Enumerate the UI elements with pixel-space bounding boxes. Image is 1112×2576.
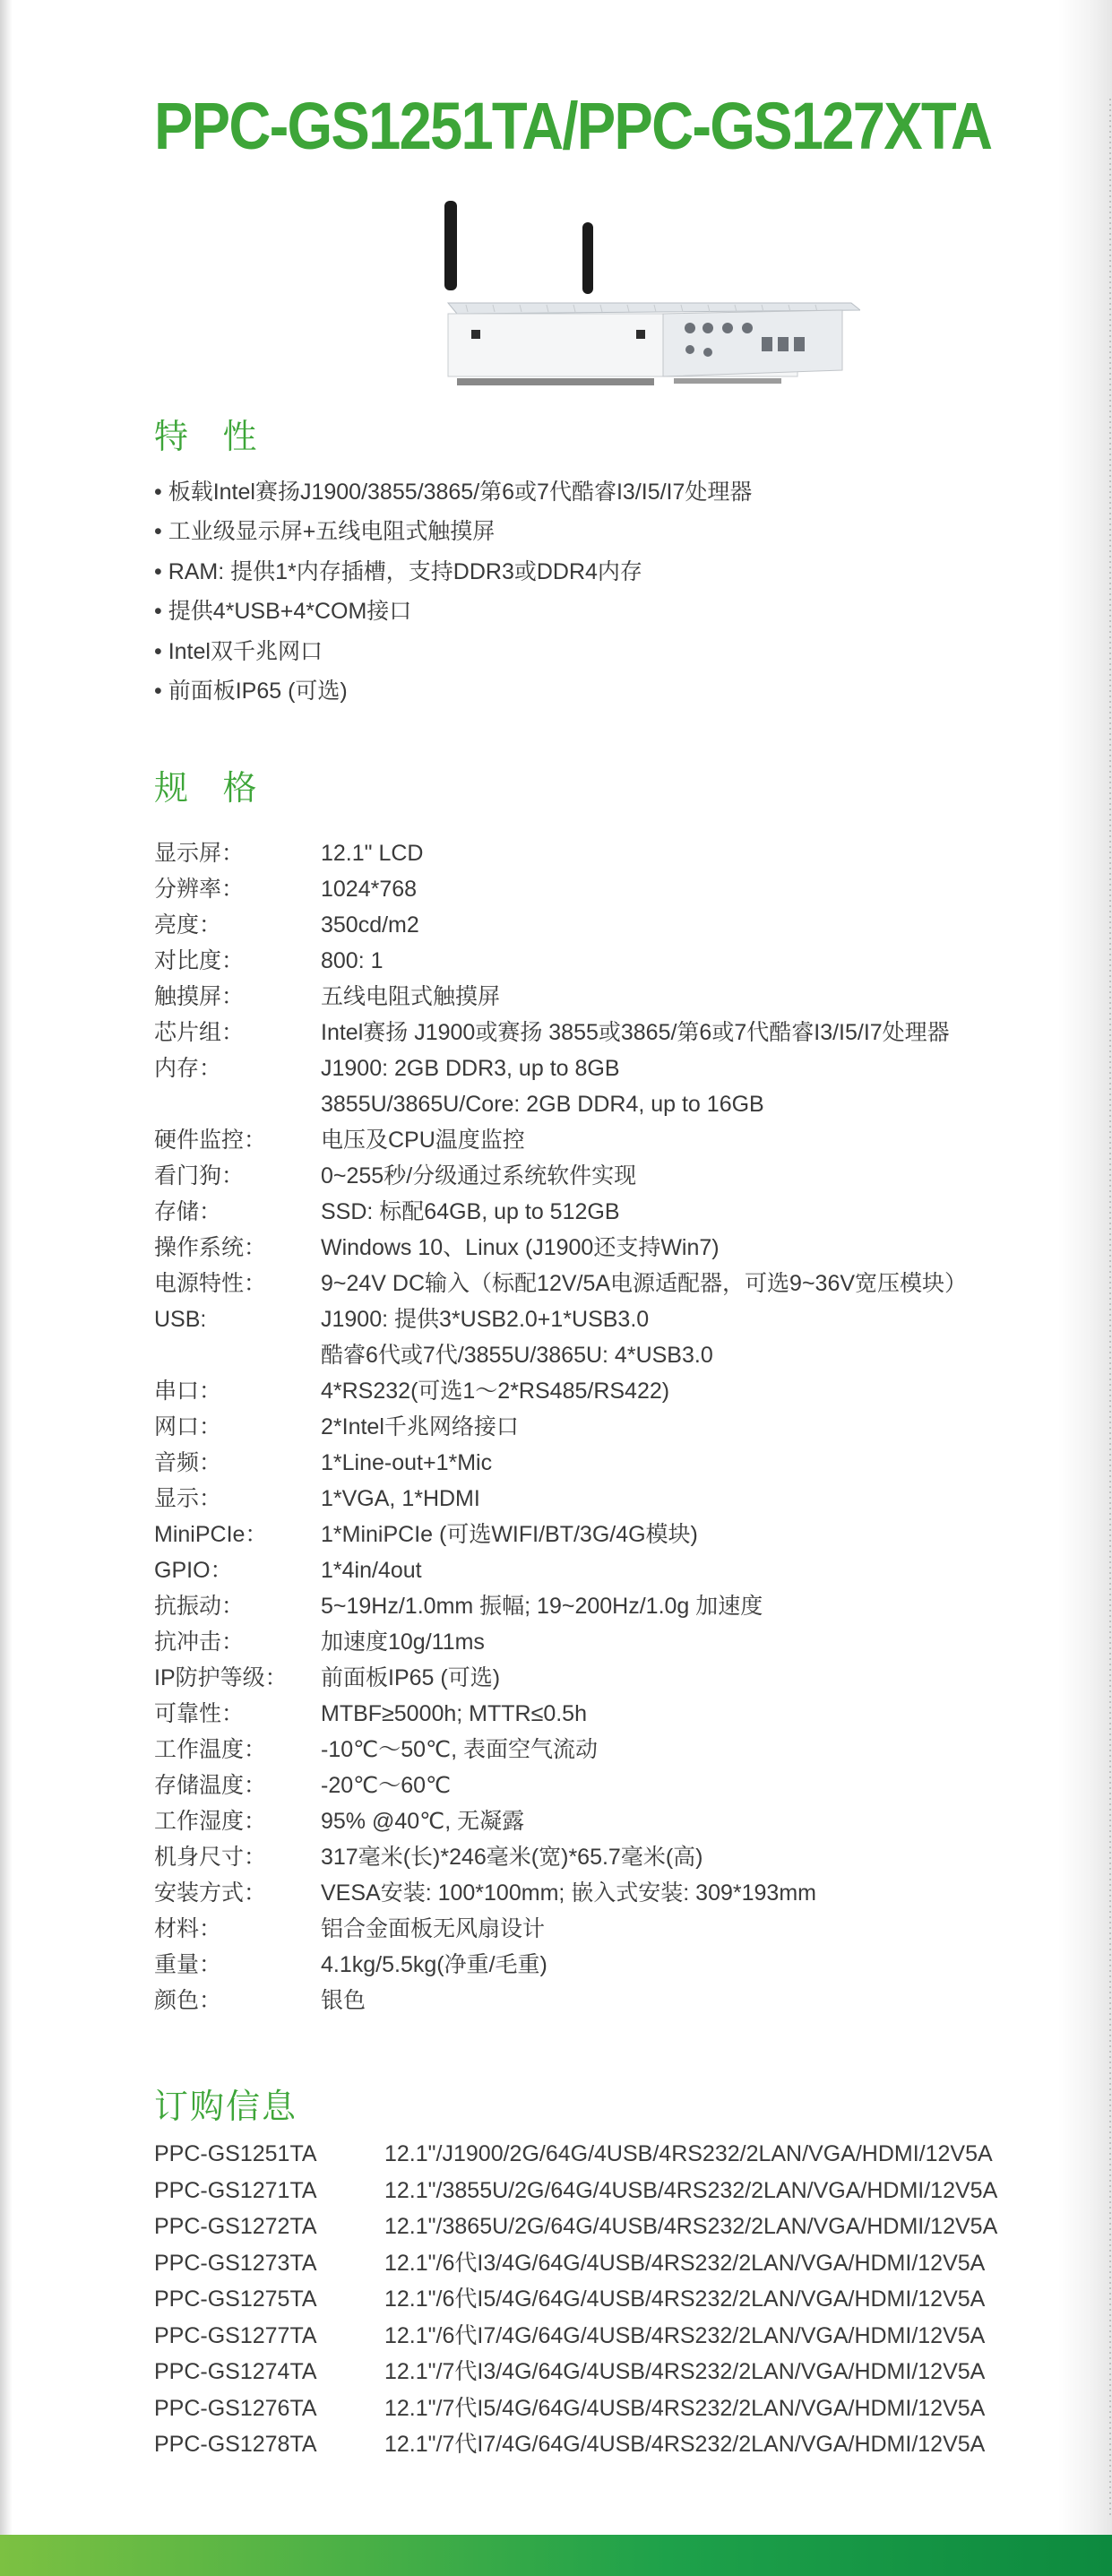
spec-values	[321, 1517, 1050, 1552]
ordering-heading: 订购信息	[154, 2088, 298, 2126]
spec-row	[154, 1839, 1050, 1875]
spec-value: 1*MiniPCIe (可选WIFI/BT/3G/4G模块)	[321, 1522, 698, 1547]
spec-row	[154, 835, 1050, 871]
spec-row	[154, 1517, 1050, 1552]
spec-row	[154, 943, 1050, 979]
order-model: PPC-GS1251TA	[154, 2141, 317, 2166]
spec-label: 安装方式：	[154, 1880, 267, 1906]
spec-label: 重量：	[154, 1952, 222, 1977]
features-heading: 特 性	[154, 419, 270, 456]
spec-row	[154, 871, 1050, 907]
spec-label: 工作温度：	[154, 1737, 267, 1762]
spec-label: 可靠性：	[154, 1701, 245, 1726]
spec-row	[154, 1015, 1050, 1050]
spec-label: USB:	[154, 1307, 207, 1332]
spec-label: MiniPCIe：	[154, 1522, 268, 1547]
spec-values	[321, 1911, 1050, 1947]
spec-value: VESA安装: 100*100mm; 嵌入式安装: 309*193mm	[321, 1880, 816, 1906]
antenna-left	[444, 201, 457, 290]
order-row	[154, 2281, 1104, 2318]
spec-value: 9~24V DC输入（标配12V/5A电源适配器，可选9~36V宽压模块）	[321, 1271, 968, 1296]
spec-row	[154, 1158, 1050, 1194]
chassis-label-right	[636, 330, 645, 339]
spec-values	[321, 1696, 1050, 1732]
order-description: 12.1"/7代I7/4G/64G/4USB/4RS232/2LAN/VGA/HDMI/12V5A	[384, 2432, 986, 2457]
spec-label: 硬件监控：	[154, 1128, 267, 1153]
spec-values	[321, 979, 1050, 1015]
spec-row	[154, 907, 1050, 943]
spec-values	[321, 1266, 1050, 1301]
order-description: 12.1"/3855U/2G/64G/4USB/4RS232/2LAN/VGA/HDMI/12V5A	[384, 2177, 998, 2203]
spec-values	[321, 907, 1050, 943]
order-model: PPC-GS1274TA	[154, 2359, 317, 2384]
order-model: PPC-GS1273TA	[154, 2250, 317, 2276]
spec-row	[154, 1911, 1050, 1947]
order-row	[154, 2354, 1104, 2390]
spec-label: 材料：	[154, 1916, 222, 1941]
spec-values	[321, 1552, 1050, 1588]
spec-label: 显示：	[154, 1486, 222, 1511]
spec-value: 电压及CPU温度监控	[321, 1128, 525, 1153]
order-model: PPC-GS1272TA	[154, 2214, 317, 2239]
order-description: 12.1"/6代I5/4G/64G/4USB/4RS232/2LAN/VGA/HDMI/12V5A	[384, 2286, 986, 2312]
spec-value: 酷睿6代或7代/3855U/3865U: 4*USB3.0	[321, 1343, 713, 1368]
spec-values	[321, 1015, 1050, 1050]
spec-row	[154, 1624, 1050, 1660]
order-description: 12.1"/7代I5/4G/64G/4USB/4RS232/2LAN/VGA/HDMI/12V5A	[384, 2395, 986, 2421]
spec-row	[154, 1373, 1050, 1409]
spec-label: GPIO：	[154, 1558, 233, 1583]
spec-values	[321, 1875, 1050, 1911]
order-row	[154, 2390, 1104, 2427]
spec-value: Windows 10、Linux (J1900还支持Win7)	[321, 1235, 720, 1260]
spec-values	[321, 1122, 1050, 1158]
spec-values	[321, 835, 1050, 871]
order-model: PPC-GS1278TA	[154, 2432, 317, 2457]
spec-value: 317毫米(长)*246毫米(宽)*65.7毫米(高)	[321, 1845, 703, 1870]
spec-value: 4*RS232(可选1～2*RS485/RS422)	[321, 1379, 670, 1404]
spec-label: 抗冲击：	[154, 1629, 245, 1655]
order-description: 12.1"/6代I7/4G/64G/4USB/4RS232/2LAN/VGA/HDMI/12V5A	[384, 2322, 986, 2348]
chassis-vents	[457, 378, 654, 385]
spec-label: 存储：	[154, 1199, 222, 1224]
spec-values	[321, 1768, 1050, 1803]
feature-item: • 板载Intel赛扬J1900/3855/3865/第6或7代酷睿I3/I5/I7处理器	[154, 472, 1014, 512]
spec-row	[154, 1122, 1050, 1158]
spec-row	[154, 1696, 1050, 1732]
spec-value: 1024*768	[321, 877, 418, 902]
spec-value: 350cd/m2	[321, 912, 419, 938]
order-row	[154, 2318, 1104, 2355]
spec-values	[321, 1660, 1050, 1696]
spec-values	[321, 1050, 1050, 1122]
spec-label: 音频：	[154, 1450, 222, 1475]
spec-values	[321, 1194, 1050, 1230]
spec-values	[321, 1158, 1050, 1194]
spec-value: 2*Intel千兆网络接口	[321, 1414, 519, 1439]
page-right-dotted-rule	[1109, 99, 1111, 2519]
spec-values	[321, 1481, 1050, 1517]
order-description: 12.1"/J1900/2G/64G/4USB/4RS232/2LAN/VGA/HDMI/12V5A	[384, 2141, 993, 2166]
spec-value: MTBF≥5000h; MTTR≤0.5h	[321, 1701, 587, 1726]
spec-values	[321, 1373, 1050, 1409]
spec-label: 芯片组：	[154, 1020, 245, 1045]
spec-label: 看门狗：	[154, 1163, 245, 1189]
spec-value: J1900: 提供3*USB2.0+1*USB3.0	[321, 1307, 650, 1332]
spec-value: 前面板IP65 (可选)	[321, 1665, 501, 1690]
order-model: PPC-GS1271TA	[154, 2177, 317, 2203]
feature-item: • 提供4*USB+4*COM接口	[154, 592, 1014, 631]
order-row	[154, 2136, 1104, 2173]
spec-values	[321, 1588, 1050, 1624]
specs-heading: 规 格	[154, 770, 270, 808]
spec-label: 亮度：	[154, 912, 222, 938]
spec-values	[321, 1409, 1050, 1445]
spec-row	[154, 1194, 1050, 1230]
footer-bar	[0, 2535, 1112, 2576]
chassis-side	[663, 310, 842, 376]
spec-value: 800: 1	[321, 948, 384, 973]
order-description: 12.1"/7代I3/4G/64G/4USB/4RS232/2LAN/VGA/HDMI/12V5A	[384, 2359, 986, 2384]
spec-row	[154, 1552, 1050, 1588]
spec-row	[154, 1230, 1050, 1266]
spec-label: 工作湿度：	[154, 1809, 267, 1834]
features-list	[154, 472, 1014, 711]
spec-values	[321, 1624, 1050, 1660]
product-title: PPC-GS1251TA/PPC-GS127XTA	[154, 89, 992, 163]
spec-row	[154, 1660, 1050, 1696]
spec-values	[321, 1445, 1050, 1481]
spec-value: 3855U/3865U/Core: 2GB DDR4, up to 16GB	[321, 1092, 764, 1117]
spec-label: 分辨率：	[154, 877, 245, 902]
ordering-table	[154, 2136, 1104, 2463]
spec-label: 串口：	[154, 1379, 222, 1404]
spec-row	[154, 1803, 1050, 1839]
feature-item: • Intel双千兆网口	[154, 632, 1014, 671]
antenna-right	[582, 222, 593, 294]
order-model: PPC-GS1275TA	[154, 2286, 317, 2312]
spec-label: 电源特性：	[154, 1271, 267, 1296]
spec-value: 4.1kg/5.5kg(净重/毛重)	[321, 1952, 547, 1977]
spec-value: 1*VGA, 1*HDMI	[321, 1486, 480, 1511]
spec-row	[154, 1301, 1050, 1373]
order-row	[154, 2245, 1104, 2282]
spec-row	[154, 1947, 1050, 1983]
order-description: 12.1"/6代I3/4G/64G/4USB/4RS232/2LAN/VGA/HDMI/12V5A	[384, 2250, 986, 2276]
spec-value: Intel赛扬 J1900或赛扬 3855或3865/第6或7代酷睿I3/I5/I7处理器	[321, 1020, 950, 1045]
spec-label: 颜色：	[154, 1988, 222, 2013]
spec-value: -20℃～60℃	[321, 1773, 452, 1798]
spec-value: 1*4in/4out	[321, 1558, 422, 1583]
spec-label: 操作系统：	[154, 1235, 267, 1260]
specs-table	[154, 835, 1050, 2018]
spec-row	[154, 1732, 1050, 1768]
spec-label: 触摸屏：	[154, 984, 245, 1009]
page-left-edge	[0, 0, 13, 2576]
spec-values	[321, 1983, 1050, 2018]
spec-value: 加速度10g/11ms	[321, 1629, 485, 1655]
spec-value: 0~255秒/分级通过系统软件实现	[321, 1163, 637, 1189]
spec-label: 网口：	[154, 1414, 222, 1439]
spec-value: 1*Line-out+1*Mic	[321, 1450, 493, 1475]
spec-row	[154, 1050, 1050, 1122]
feature-item: • RAM: 提供1*内存插槽，支持DDR3或DDR4内存	[154, 552, 1014, 592]
spec-row	[154, 979, 1050, 1015]
spec-values	[321, 1947, 1050, 1983]
spec-values	[321, 871, 1050, 907]
spec-values	[321, 1301, 1050, 1373]
product-photo	[394, 195, 860, 411]
spec-row	[154, 1983, 1050, 2018]
spec-row	[154, 1875, 1050, 1911]
spec-values	[321, 1230, 1050, 1266]
spec-values	[321, 1803, 1050, 1839]
spec-label: 内存：	[154, 1056, 222, 1081]
spec-values	[321, 1839, 1050, 1875]
order-row	[154, 2173, 1104, 2209]
spec-label: 存储温度：	[154, 1773, 267, 1798]
spec-row	[154, 1409, 1050, 1445]
spec-value: 5~19Hz/1.0mm 振幅; 19~200Hz/1.0g 加速度	[321, 1594, 763, 1619]
spec-label: 显示屏：	[154, 841, 245, 866]
spec-value: J1900: 2GB DDR3, up to 8GB	[321, 1056, 620, 1081]
chassis-label-left	[471, 330, 480, 339]
order-row	[154, 2426, 1104, 2463]
spec-value: 五线电阻式触摸屏	[321, 984, 501, 1009]
order-model: PPC-GS1277TA	[154, 2322, 317, 2348]
spec-row	[154, 1445, 1050, 1481]
chassis-vents-right	[674, 378, 781, 384]
order-description: 12.1"/3865U/2G/64G/4USB/4RS232/2LAN/VGA/HDMI/12V5A	[384, 2214, 998, 2239]
spec-row	[154, 1768, 1050, 1803]
order-model: PPC-GS1276TA	[154, 2395, 317, 2421]
spec-value: 95% @40℃, 无凝露	[321, 1809, 525, 1834]
spec-value: -10℃～50℃, 表面空气流动	[321, 1737, 598, 1762]
spec-row	[154, 1266, 1050, 1301]
spec-values	[321, 1732, 1050, 1768]
spec-label: 对比度：	[154, 948, 245, 973]
spec-row	[154, 1481, 1050, 1517]
spec-row	[154, 1588, 1050, 1624]
spec-values	[321, 943, 1050, 979]
spec-value: SSD: 标配64GB, up to 512GB	[321, 1199, 620, 1224]
feature-item: • 前面板IP65 (可选)	[154, 671, 1014, 711]
spec-label: 抗振动：	[154, 1594, 245, 1619]
spec-label: 机身尺寸：	[154, 1845, 267, 1870]
spec-value: 12.1" LCD	[321, 841, 424, 866]
order-row	[154, 2209, 1104, 2245]
spec-value: 铝合金面板无风扇设计	[321, 1916, 546, 1941]
spec-value: 银色	[321, 1988, 366, 2013]
spec-label: IP防护等级：	[154, 1665, 288, 1690]
feature-item: • 工业级显示屏+五线电阻式触摸屏	[154, 512, 1014, 551]
